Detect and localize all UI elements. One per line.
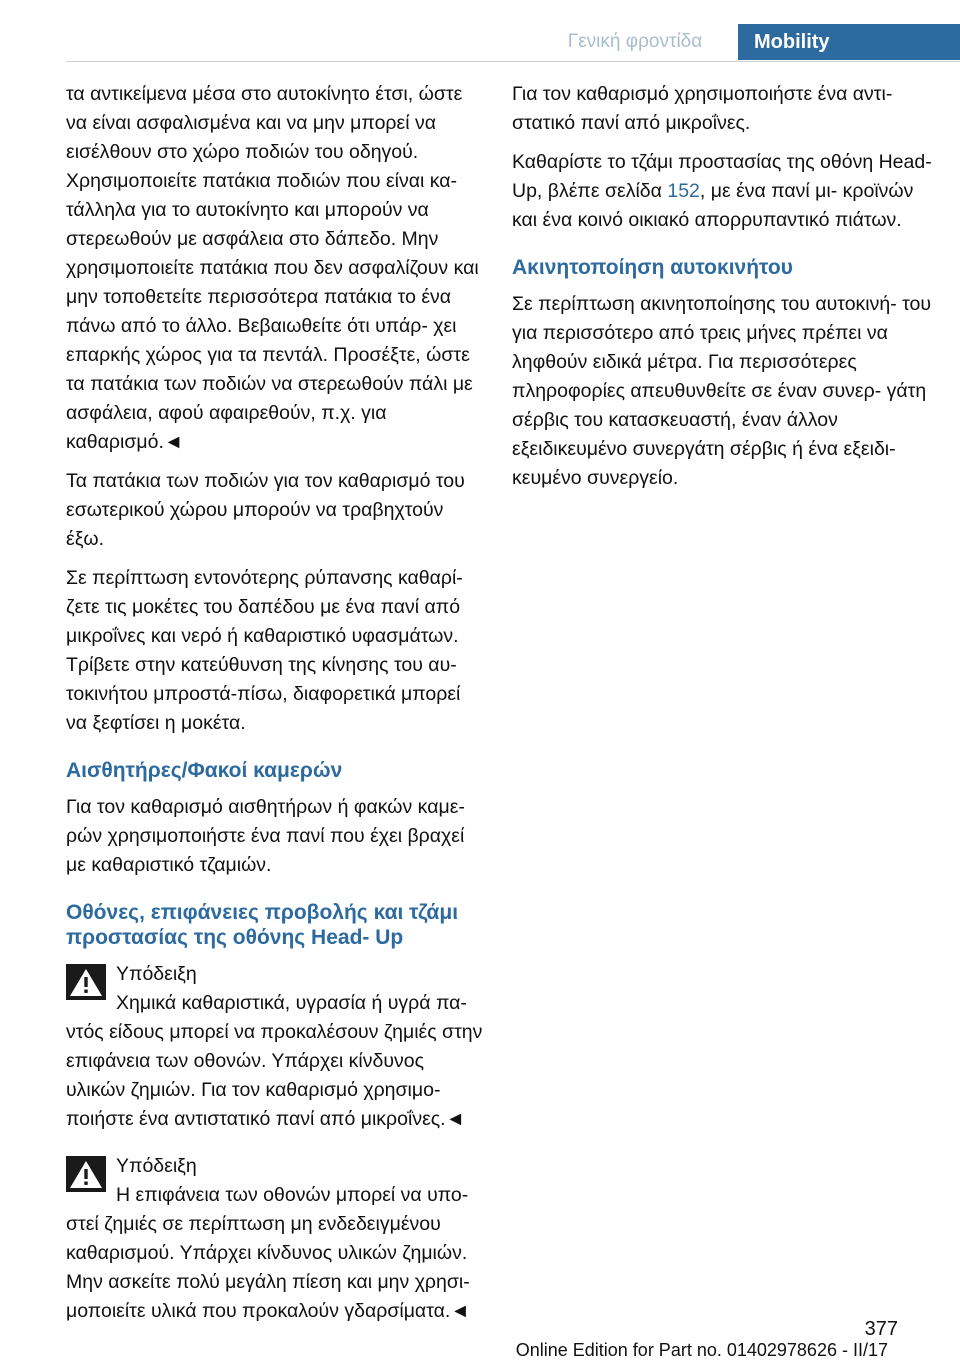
page-footer bbox=[0, 1318, 960, 1358]
page-header bbox=[0, 24, 960, 60]
paragraph-vehicle-storage: Σε περίπτωση ακινητοποίησης του αυτοκινή- του για περισσότερο από τρεις μήνες πρέπει να ληφθούν ειδικά μέτρα. Για περισσότερες πληροφορίες απευθυνθείτε σε έναν συνερ- γάτη σέρβις του κατασκευαστή, έναν άλλον εξειδικευμένο συνεργάτη σέρβις ή ένα εξειδι- κευμένο συνεργείο. bbox=[512, 293, 932, 489]
paragraph-mats-removable: Τα πατάκια των ποδιών για τον καθαρισμό του εσωτερικού χώρου μπορούν να τραβηχτούν έξω. bbox=[66, 470, 465, 550]
paragraph-carpet-cleaning: Σε περίπτωση εντονότερης ρύπανσης καθαρί- ζετε τις μοκέτες του δαπέδου με ένα πανί από μικροΐνες και νερό ή καθαριστικό υφασμάτων. Τρίβετε στην κατεύθυνση της κίνησης του αυ- τοκινήτου μπροστά-πίσω, διαφορετικά μπορεί να ξεφτίσει η μοκέτα. bbox=[66, 567, 463, 734]
paragraph-antistatic-cloth: Για τον καθαρισμό χρησιμοποιήστε ένα αντι- στατικό πανί από μικροΐνες. bbox=[512, 83, 893, 134]
heading-vehicle-storage: Ακινητοποίηση αυτοκινήτου bbox=[512, 256, 793, 279]
warning-lead-line: Χημικά καθαριστικά, υγρασία ή υγρά πα- bbox=[116, 992, 467, 1014]
left-column bbox=[66, 80, 486, 1344]
warning-triangle-icon bbox=[66, 1156, 106, 1192]
header-chapter-tab: Mobility bbox=[738, 24, 960, 60]
header-section-label: Γενική φροντίδα bbox=[567, 31, 703, 52]
page-reference-link[interactable]: 152 bbox=[667, 180, 700, 202]
warning-title: Υπόδειξη bbox=[116, 963, 197, 985]
warning-body: στεί ζημιές σε περίπτωση μη ενδεδειγμένου καθαρισμού. Υπάρχει κίνδυνος υλικών ζημιών. Μην ασκείτε πολύ μεγάλη πίεση και μην χρησι- μοποιείτε υλικά που προκαλούν γδαρσίματα.◄ bbox=[66, 1213, 470, 1322]
right-column bbox=[512, 80, 932, 503]
warning-triangle-icon bbox=[66, 964, 106, 1000]
paragraph-headup-glass: Καθαρίστε το τζάμι προστασίας της οθόνη Head-Up, βλέπε σελίδα 152, με ένα πανί μι- κροϊνών και ένα κοινό οικιακό απορρυπαντικό πιάτων. bbox=[512, 151, 932, 231]
page-number: 377 bbox=[864, 1318, 898, 1340]
heading-sensors-cameras: Αισθητήρες/Φακοί καμερών bbox=[66, 759, 343, 782]
warning-title: Υπόδειξη bbox=[116, 1155, 197, 1177]
warning-lead-line: Η επιφάνεια των οθονών μπορεί να υπο- bbox=[116, 1184, 469, 1206]
paragraph-floor-mats: τα αντικείμενα μέσα στο αυτοκίνητο έτσι, ώστε να είναι ασφαλισμένα και να μην μπορεί να εισέλθουν στο χώρο ποδιών του οδηγού. Χρησιμοποιείτε πατάκια ποδιών που είναι κα- τάλληλα για το αυτοκίνητο και μπορούν να στερεωθούν με ασφάλεια στο δάπεδο. Μην χρησιμοποιείτε πατάκια που δεν ασφαλίζουν και μην τοποθετείτε περισσότερα πατάκια το ένα πάνω από το άλλο. Βεβαιωθείτε ότι υπάρ- χει επαρκής χώρος για τα πεντάλ. Προσέξτε, ώστε τα πατάκια των ποδιών να στερεωθούν πάλι με ασφάλεια, αφού αφαιρεθούν, π.χ. για καθαρισμό.◄ bbox=[66, 83, 479, 453]
warning-body: ντός είδους μπορεί να προκαλέσουν ζημιές στην επιφάνεια των οθονών. Υπάρχει κίνδυνος υλικών ζημιών. Για τον καθαρισμό χρησιμο- ποιήστε ένα αντιστατικό πανί από μικροΐνες.◄ bbox=[66, 1021, 483, 1130]
header-divider bbox=[66, 61, 960, 62]
heading-screens-headup: Οθόνες, επιφάνειες προβολής και τζάμι προστασίας της οθόνης Head- Up bbox=[66, 901, 459, 949]
paragraph-sensors-cleaning: Για τον καθαρισμό αισθητήρων ή φακών καμε- ρών χρησιμοποιήστε ένα πανί που έχει βραχεί με καθαριστικό τζαμιών. bbox=[66, 796, 465, 876]
warning-note-chemicals bbox=[66, 960, 486, 1134]
warning-note-pressure bbox=[66, 1152, 486, 1326]
edition-info: Online Edition for Part no. 01402978626 - II/17 bbox=[515, 1340, 888, 1360]
